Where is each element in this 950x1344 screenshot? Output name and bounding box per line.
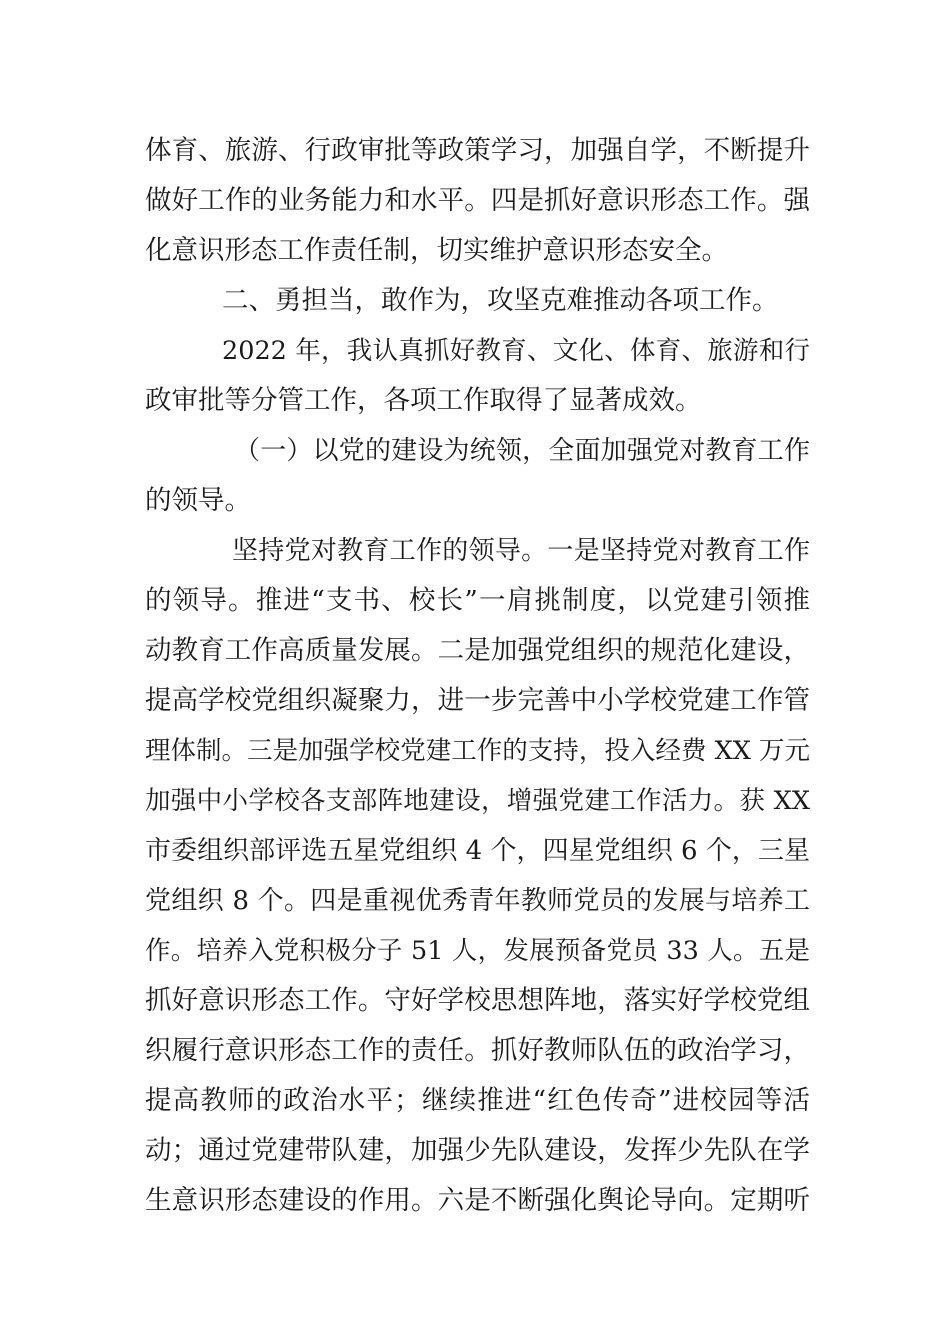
subsection-heading: （一）以党的建设为统领，全面加强党对教育工作 <box>234 436 810 466</box>
text-line: 加强中小学校各支部阵地建设，增强党建工作活力。获 XX <box>145 786 810 816</box>
text-line: 坚持党对教育工作的领导。一是坚持党对教育工作 <box>232 536 810 566</box>
text-line: 织履行意识形态工作的责任。抓好教师队伍的政治学习， <box>145 1035 810 1066</box>
text-line: 市委组织部评选五星党组织 4 个，四星党组织 6 个，三星 <box>145 836 810 866</box>
text-line: 体育、旅游、行政审批等政策学习，加强自学，不断提升 <box>145 135 810 166</box>
text-line: 党组织 8 个。四是重视优秀青年教师党员的发展与培养工 <box>145 886 810 916</box>
subsection-heading-cont: 的领导。 <box>145 485 251 516</box>
text-line: 提高教师的政治水平；继续推进“红色传奇”进校园等活 <box>145 1085 810 1116</box>
text-line: 生意识形态建设的作用。六是不断强化舆论导向。定期听 <box>145 1185 810 1216</box>
text-line: 动教育工作高质量发展。二是加强党组织的规范化建设， <box>145 635 810 666</box>
text-line: 2022 年，我认真抓好教育、文化、体育、旅游和行 <box>222 336 810 366</box>
text-line: 动；通过党建带队建，加强少先队建设，发挥少先队在学 <box>145 1135 810 1166</box>
text-line: 政审批等分管工作，各项工作取得了显著成效。 <box>145 385 702 416</box>
text-line: 提高学校党组织凝聚力，进一步完善中小学校党建工作管 <box>145 685 810 716</box>
section-heading: 二、勇担当，敢作为，攻坚克难推动各项工作。 <box>222 285 779 316</box>
text-line: 化意识形态工作责任制，切实维护意识形态安全。 <box>145 235 728 266</box>
text-line: 的领导。推进“支书、校长”一肩挑制度，以党建引领推 <box>145 585 810 616</box>
text-line: 抓好意识形态工作。守好学校思想阵地，落实好学校党组 <box>145 985 810 1016</box>
text-line: 做好工作的业务能力和水平。四是抓好意识形态工作。强 <box>145 185 810 216</box>
text-line: 作。培养入党积极分子 51 人，发展预备党员 33 人。五是 <box>145 936 810 966</box>
text-line: 理体制。三是加强学校党建工作的支持，投入经费 XX 万元 <box>145 736 810 766</box>
